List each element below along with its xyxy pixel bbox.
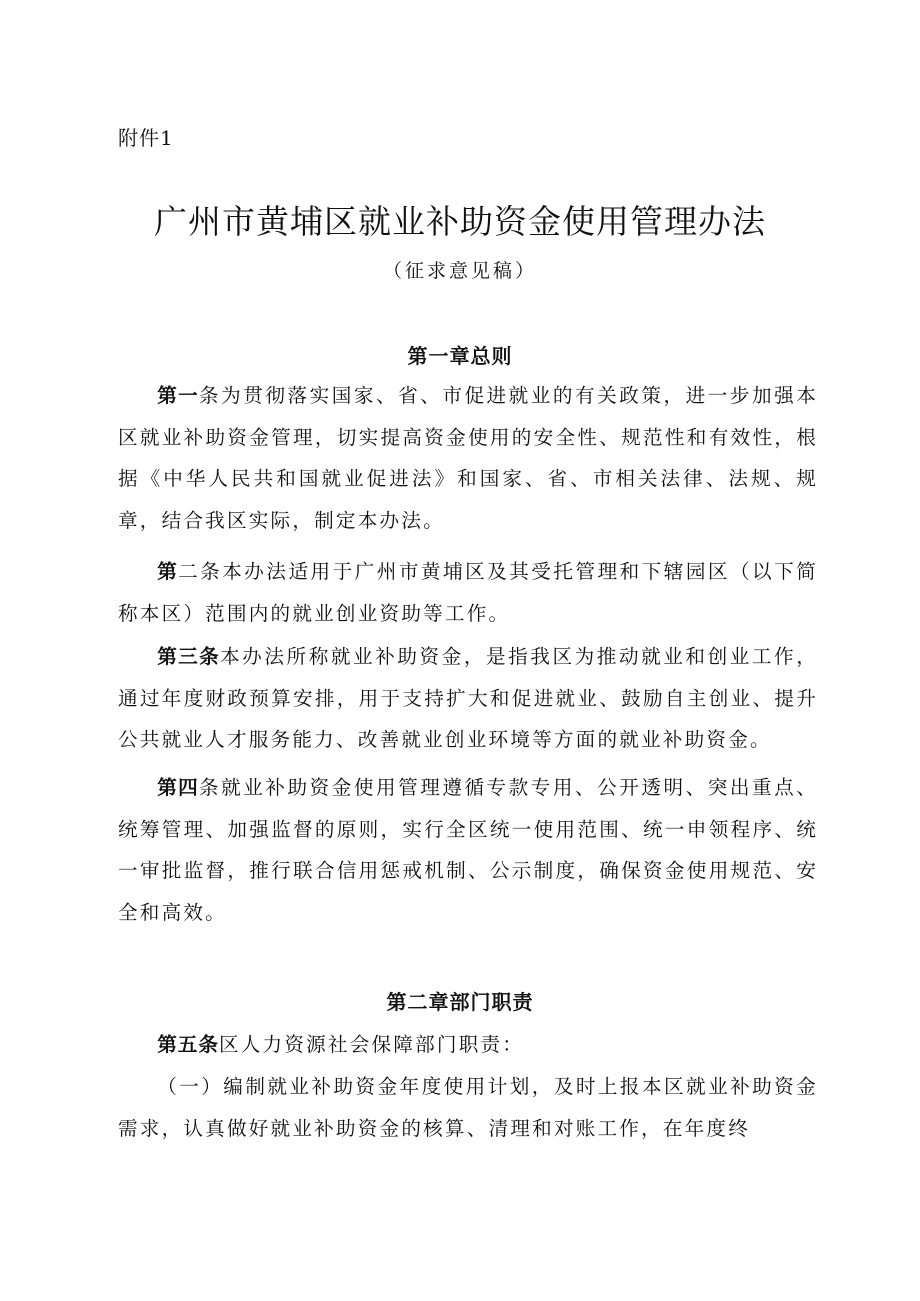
article-number: 第 xyxy=(157,560,179,583)
attachment-label: 附件1 xyxy=(118,126,174,150)
document-title: 广州市黄埔区就业补助资金使用管理办法 xyxy=(154,202,766,241)
article-number: 第一 xyxy=(157,384,200,407)
article-paragraph xyxy=(118,636,818,761)
chapter-heading: 第一章总则 xyxy=(407,344,513,368)
article-text: 本办法所称就业补助资金，是指我区为推动就业和创业工作，通过年度财政预算安排，用于支持扩大和促进就业、鼓励自主创业、提升公共就业人才服务能力、改善就业创业环境等方面的就业补助资金。 xyxy=(118,645,819,751)
article-number: 第三条 xyxy=(157,645,221,668)
document-subtitle: （征求意见稿） xyxy=(382,260,537,282)
article-paragraph xyxy=(118,375,818,541)
chapter-heading: 第二章部门职责 xyxy=(386,990,534,1014)
article-text: 条就业补助资金使用管理遵循专款专用、公开透明、突出重点、统筹管理、加强监督的原则，实行全区统一使用范围、统一申领程序、统一审批监督，推行联合信用惩戒机制、公示制度，确保资金使用规范、安全和高效。 xyxy=(118,776,818,924)
article-paragraph xyxy=(118,1024,818,1066)
clause-paragraph xyxy=(118,1066,818,1149)
article-number: 第四 xyxy=(157,776,200,799)
article-number: 第五条 xyxy=(157,1033,219,1056)
article-text: 条为贯彻落实国家、省、市促进就业的有关政策，进一步加强本区就业补助资金管理，切实提高资金使用的安全性、规范性和有效性，根据《中华人民共和国就业促进法》和国家、省、市相关法律、法规、规章，结合我区实际，制定本办法。 xyxy=(118,384,818,532)
article-paragraph xyxy=(118,767,818,933)
article-text: 区人力资源社会保障部门职责： xyxy=(218,1033,525,1056)
clause-text: （一）编制就业补助资金年度使用计划，及时上报本区就业补助资金需求，认真做好就业补助资金的核算、清理和对账工作，在年度终 xyxy=(118,1075,818,1140)
article-text: 二条本办法适用于广州市黄埔区及其受托管理和下辖园区（以下简称本区）范围内的就业创业资助等工作。 xyxy=(118,560,819,625)
article-paragraph xyxy=(118,551,818,634)
